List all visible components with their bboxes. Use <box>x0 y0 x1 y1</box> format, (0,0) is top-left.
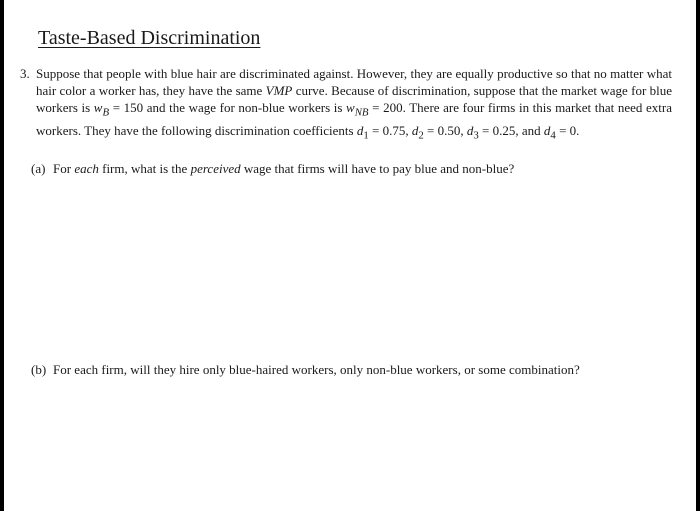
part-a <box>31 160 671 177</box>
problem-body <box>36 65 672 144</box>
part-a-text-3: wage that firms will have to pay blue and non-blue? <box>240 161 515 176</box>
problem-text-3: = 150 and the wage for non-blue workers is <box>109 100 347 115</box>
part-a-label: (a) <box>31 161 46 176</box>
part-b-question: For each firm, will they hire only blue-haired workers, only non-blue workers, or some combination? <box>53 362 580 377</box>
nonblue-wage-symbol: w <box>346 100 355 115</box>
problem-text-2: curve. Because of discrimination, suppose that the market wage for blue workers is <box>36 83 672 115</box>
vmp-symbol: VMP <box>265 83 293 98</box>
coef-d3-value: = 0.25, and <box>478 122 544 138</box>
part-a-perceived: perceived <box>190 161 241 176</box>
coef-d2-symbol: d <box>411 122 419 138</box>
problem-number: 3. <box>20 66 30 81</box>
problem-text-1: Suppose that people with blue hair are discriminated against. However, they are equally productive so that no matter what hair color a worker has, they have the same <box>36 66 672 98</box>
blue-wage-symbol: w <box>93 100 103 115</box>
coef-d4-value: = 0. <box>555 122 580 138</box>
part-a-text-2: firm, what is the <box>98 161 191 176</box>
coef-d4-subscript: 4 <box>550 129 556 142</box>
part-a-text-1: For <box>53 161 75 176</box>
coef-d2-value: = 0.50, <box>423 122 467 138</box>
document-page <box>4 0 696 511</box>
blue-wage-subscript: B <box>102 106 110 119</box>
problem-text-4: = 200. There are four firms in this market that need extra workers. They have the following discrimination coefficients <box>36 100 673 138</box>
coef-d3-symbol: d <box>466 122 474 138</box>
coef-d3-subscript: 3 <box>473 129 479 142</box>
part-a-question <box>53 160 671 177</box>
coef-d4-symbol: d <box>543 122 551 138</box>
coef-d1-subscript: 1 <box>363 129 369 142</box>
section-title: Taste-Based Discrimination <box>38 27 261 49</box>
part-b <box>31 361 671 378</box>
coef-d1-value: = 0.75, <box>368 122 412 138</box>
part-b-label: (b) <box>31 362 47 377</box>
coef-d1-symbol: d <box>356 122 364 138</box>
problem-statement <box>20 65 672 144</box>
part-a-each: each <box>74 161 99 176</box>
coef-d2-subscript: 2 <box>418 129 424 142</box>
nonblue-wage-subscript: NB <box>354 106 369 119</box>
